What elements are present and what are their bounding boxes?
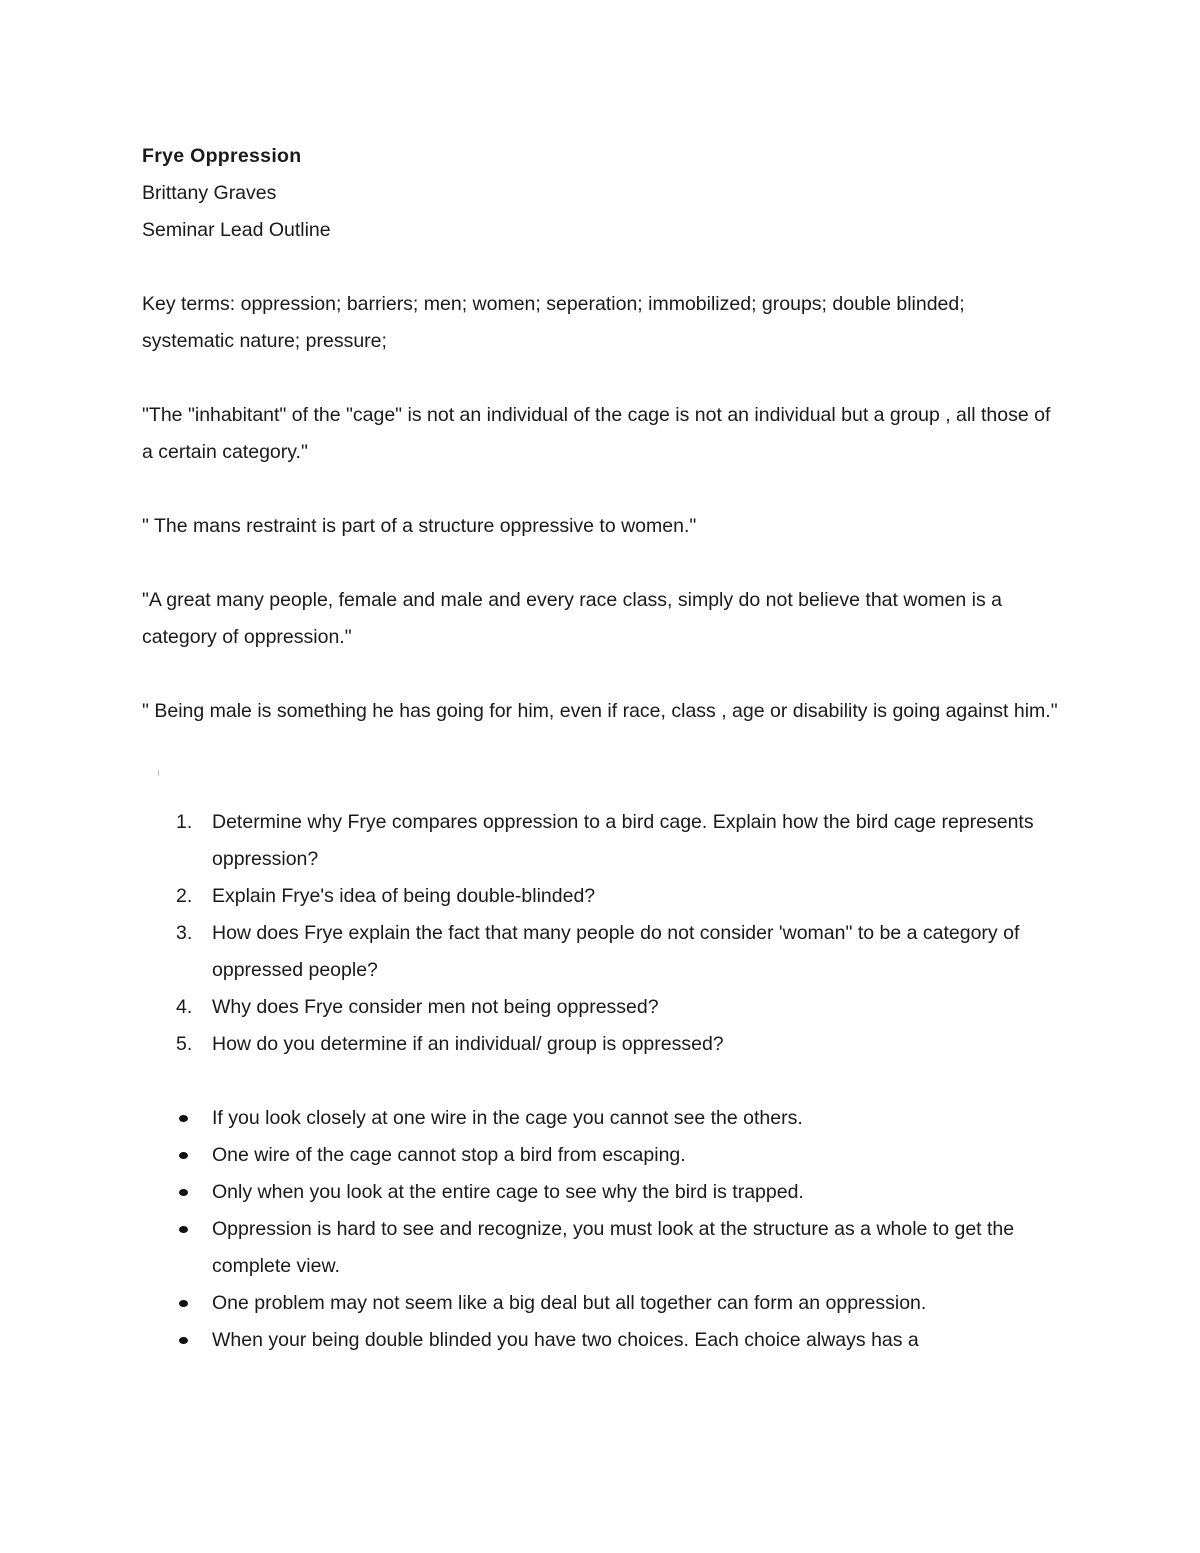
quote-3: "A great many people, female and male and every race class, simply do not believe that women is a category of oppression." bbox=[142, 589, 1002, 648]
document-body bbox=[142, 138, 1062, 1359]
question-number: 4. bbox=[176, 996, 193, 1018]
question-number: 1. bbox=[176, 811, 193, 833]
bullet-item bbox=[142, 1285, 1062, 1322]
bullet-list bbox=[142, 1100, 1062, 1359]
bullet-text: If you look closely at one wire in the cage you cannot see the others. bbox=[212, 1107, 803, 1129]
stray-mark bbox=[158, 770, 159, 776]
bullet-item bbox=[142, 1174, 1062, 1211]
author-name: Brittany Graves bbox=[142, 182, 277, 204]
spacer bbox=[142, 360, 1062, 397]
question-text: Why does Frye consider men not being oppressed? bbox=[212, 996, 659, 1018]
document-subtitle: Seminar Lead Outline bbox=[142, 219, 331, 241]
question-text: Determine why Frye compares oppression to a bird cage. Explain how the bird cage represents oppression? bbox=[212, 811, 1034, 870]
bullet-text: One problem may not seem like a big deal but all together can form an oppression. bbox=[212, 1292, 927, 1314]
question-number: 2. bbox=[176, 885, 193, 907]
bullet-item bbox=[142, 1100, 1062, 1137]
spacer bbox=[142, 730, 1062, 804]
bullet-icon bbox=[179, 1300, 188, 1307]
key-terms: Key terms: oppression; barriers; men; women; seperation; immobilized; groups; double blinded; systematic nature; pressure; bbox=[142, 293, 965, 352]
bullet-icon bbox=[179, 1115, 188, 1122]
bullet-text: One wire of the cage cannot stop a bird from escaping. bbox=[212, 1144, 686, 1166]
question-item bbox=[142, 1026, 1062, 1063]
bullet-icon bbox=[179, 1189, 188, 1196]
bullet-text: Oppression is hard to see and recognize, you must look at the structure as a whole to get the complete view. bbox=[212, 1218, 1015, 1277]
bullet-item bbox=[142, 1322, 1062, 1359]
question-number: 3. bbox=[176, 922, 193, 944]
spacer bbox=[142, 1063, 1062, 1100]
quote-4: " Being male is something he has going for him, even if race, class , age or disability is going against him." bbox=[142, 700, 1058, 722]
question-item bbox=[142, 878, 1062, 915]
spacer bbox=[142, 249, 1062, 286]
bullet-item bbox=[142, 1137, 1062, 1174]
bullet-item bbox=[142, 1211, 1062, 1285]
question-item bbox=[142, 989, 1062, 1026]
quote-2: " The mans restraint is part of a structure oppressive to women." bbox=[142, 515, 697, 537]
question-item bbox=[142, 915, 1062, 989]
bullet-text: When your being double blinded you have two choices. Each choice always has a bbox=[212, 1329, 919, 1351]
question-list bbox=[142, 804, 1062, 1063]
question-item bbox=[142, 804, 1062, 878]
bullet-icon bbox=[179, 1152, 188, 1159]
spacer bbox=[142, 545, 1062, 582]
spacer bbox=[142, 656, 1062, 693]
bullet-icon bbox=[179, 1337, 188, 1344]
quote-1: "The "inhabitant" of the "cage" is not an individual of the cage is not an individual but a group , all those of a certain category." bbox=[142, 404, 1051, 463]
bullet-text: Only when you look at the entire cage to see why the bird is trapped. bbox=[212, 1181, 804, 1203]
bullet-icon bbox=[179, 1226, 188, 1233]
question-text: How do you determine if an individual/ group is oppressed? bbox=[212, 1033, 724, 1055]
spacer bbox=[142, 471, 1062, 508]
question-number: 5. bbox=[176, 1033, 193, 1055]
question-text: How does Frye explain the fact that many people do not consider 'woman" to be a category of oppressed people? bbox=[212, 922, 1020, 981]
question-text: Explain Frye's idea of being double-blinded? bbox=[212, 885, 596, 907]
document-title: Frye Oppression bbox=[142, 145, 302, 167]
